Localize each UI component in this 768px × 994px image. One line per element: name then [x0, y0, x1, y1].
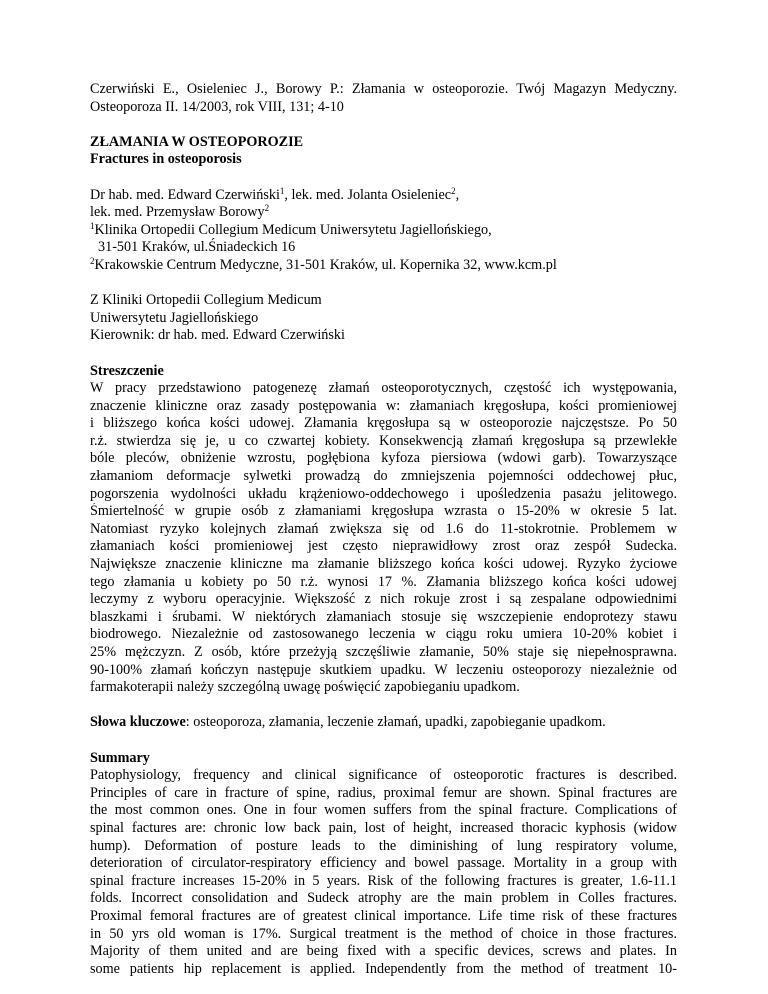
- paper-title: ZŁAMANIA W OSTEOPOROZIE: [90, 133, 304, 150]
- affiliation-1: [90, 222, 677, 240]
- streszczenie-line: 25% mężczyzn. Z osób, które przeżyją szczęśliwie złamanie, 50% staje się niepełnosprawna.: [90, 644, 677, 660]
- streszczenie-line: Największe znaczenie kliniczne ma złamanie bliższego końca kości udowej. Ryzyko życiowe: [90, 556, 677, 573]
- streszczenie-line: biodrowego. Niezależnie od zastosowanego leczenia w ciągu roku umiera 10-20% kobiet i: [90, 626, 677, 643]
- clinic-line: Uniwersytetu Jagiellońskiego: [90, 309, 259, 326]
- summary-line: Principles of care in fracture of spine, radius, proximal femur are shown. Spinal fractures are: [90, 784, 677, 801]
- summary-line: in 50 yrs old woman is 17%. Surgical treatment is the method of choice in those fractures.: [90, 925, 677, 942]
- author-2: , lek. med. Jolanta Osieleniec: [284, 186, 452, 203]
- summary-line: the most common ones. One in four women suffers from the spinal fracture. Complications of: [90, 802, 677, 819]
- paper-subtitle: Fractures in osteoporosis: [90, 151, 242, 168]
- keywords-line: [90, 714, 677, 732]
- authors-block: [90, 187, 677, 275]
- streszczenie-line: tego złamania u kobiety po 50 r.ż. wynosi 17 %. Złamania bliższego końca kości udowej: [90, 573, 677, 590]
- author-2-affiliation-mark: 2: [451, 185, 456, 196]
- summary-heading: Summary: [90, 749, 150, 766]
- citation-line: Czerwiński E., Osieleniec J., Borowy P.: Złamania w osteoporozie. Twój Magazyn Medyczny.: [90, 81, 677, 97]
- keywords-label: Słowa kluczowe: [90, 714, 186, 731]
- clinic-block: [90, 292, 677, 345]
- streszczenie-line: blaszkami i śrubami. W niektórych złamaniach stosuje się wszczepienie endoprotezy stawu: [90, 608, 677, 625]
- summary-line: Patophysiology, frequency and clinical significance of osteoporotic fractures is described.: [90, 767, 677, 784]
- clinic-line: Z Kliniki Ortopedii Collegium Medicum: [90, 292, 322, 309]
- summary-section: [90, 750, 677, 979]
- affiliation-2-mark: 2: [90, 255, 95, 266]
- streszczenie-body: [90, 380, 677, 697]
- streszczenie-heading: Streszczenie: [90, 362, 164, 379]
- author-3: lek. med. Przemysław Borowy: [90, 204, 265, 221]
- summary-line: hump). Deformation of posture leads to the diminishing of lung respiratory volume,: [90, 837, 677, 854]
- authors-line-1: [90, 187, 677, 205]
- summary-line: folds. Incorrect consolidation and Sudeck atrophy are the main problem in Colles fractures.: [90, 890, 677, 907]
- streszczenie-line: złamaniom deformacje sylwetki prowadzą do zmniejszenia pojemności oddechowej płuc,: [90, 468, 677, 485]
- streszczenie-line: Śmiertelność w grupie osób z złamaniami kręgosłupa wzrasta o 15-20% w okresie 5 lat.: [90, 503, 677, 520]
- paper-page: [90, 81, 677, 978]
- affiliation-2: [90, 257, 677, 275]
- streszczenie-line: W pracy przedstawiono patogenezę złamań osteoporotycznych, częstość ich występowania,: [90, 380, 677, 397]
- streszczenie-line: farmakoterapii należy szczególną uwagę poświęcić zapobieganiu upadkom.: [90, 679, 520, 696]
- summary-line: some patients hip replacement is applied. Independently from the method of treatment 10-: [90, 960, 677, 977]
- citation: [90, 81, 677, 116]
- affiliation-2-text: Krakowskie Centrum Medyczne, 31-501 Kraków, ul. Kopernika 32, www.kcm.pl: [94, 256, 557, 273]
- streszczenie-line: leczymy z wyboru operacyjnie. Większość z nich rokuje zrost i są zespalane odpowiednimi: [90, 591, 677, 608]
- summary-body: [90, 767, 677, 978]
- affiliation-1-line-1: Klinika Ortopedii Collegium Medicum Uniwersytetu Jagiellońskiego,: [94, 221, 492, 238]
- summary-line: Majority of them united and are being fixed with a specific devices, screws and plates. In: [90, 943, 677, 960]
- clinic-head: Kierownik: dr hab. med. Edward Czerwiński: [90, 327, 345, 344]
- streszczenie-line: i bliższego końca kości udowej. Złamania kręgosłupa są w osteoporozie najczęstsze. Po 50: [90, 415, 677, 432]
- streszczenie-line: znaczenie kliniczne oraz zasady postępowania w: złamaniach kręgosłupa, kości promieniowej: [90, 397, 677, 414]
- summary-line: deterioration of circulator-respiratory efficiency and bowel passage. Mortality in a group with: [90, 855, 677, 872]
- streszczenie-line: złamaniach kości promieniowej jest często nieprawidłowy zrost oraz zespół Sudecka.: [90, 538, 677, 555]
- streszczenie-section: [90, 363, 677, 697]
- author-3-affiliation-mark: 2: [264, 203, 270, 214]
- citation-line: Osteoporoza II. 14/2003, rok VIII, 131; 4-10: [90, 98, 344, 115]
- summary-line: Proximal femoral fractures are of greatest clinical importance. Life time risk of these fractures: [90, 907, 677, 924]
- author-2-comma: ,: [455, 186, 460, 203]
- affiliation-1-mark: 1: [90, 220, 95, 231]
- streszczenie-line: bóle pleców, obniżenie wzrostu, pogłębiona kyfoza piersiowa (wdowi garb). Towarzyszące: [90, 450, 677, 467]
- title-block: [90, 134, 677, 169]
- author-1: Dr hab. med. Edward Czerwiński: [90, 186, 280, 203]
- summary-line: spinal factures are: chronic low back pain, lost of height, increased thoracic kyphosis (widow: [90, 819, 677, 836]
- authors-line-2: [90, 204, 677, 222]
- streszczenie-line: r.ż. stwierdza się je, u co czwartej kobiety. Konsekwencją złamań kręgosłupa są przewlekłe: [90, 432, 677, 449]
- summary-line: spinal fracture increases 15-20% in 5 years. Risk of the following fractures is greater, 1.6-11.1: [90, 872, 677, 889]
- author-1-affiliation-mark: 1: [279, 185, 285, 196]
- streszczenie-line: 90-100% złamań kończyn następuje skutkiem upadku. W leczeniu osteoporozy niezależnie od: [90, 661, 677, 678]
- affiliation-1-line-2: 31-501 Kraków, ul.Śniadeckich 16: [98, 239, 296, 256]
- streszczenie-line: pogorszenia wydolności układu krążeniowo-oddechowego i upośledzenia pasażu jelitowego.: [90, 485, 677, 502]
- streszczenie-line: Natomiast ryzyko kolejnych złamań zwiększa się od 1.6 do 11-stokrotnie. Problemem w: [90, 520, 677, 537]
- keywords-text: : osteoporoza, złamania, leczenie złamań, upadki, zapobieganie upadkom.: [185, 714, 606, 731]
- keywords: [90, 714, 677, 732]
